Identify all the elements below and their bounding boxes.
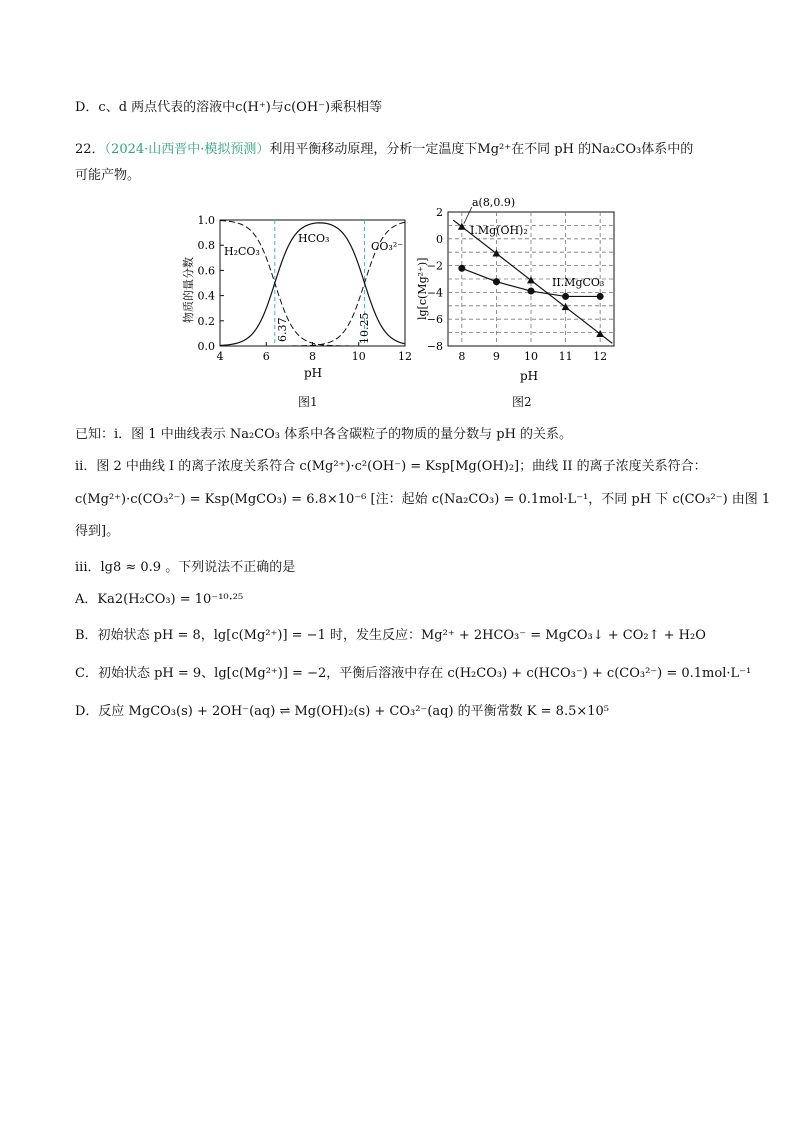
fig2-label-curve2: II.MgCO₃ bbox=[552, 276, 605, 289]
fig1-label-pka2: 10.25 bbox=[358, 312, 371, 344]
fig1-xtick-label: 6 bbox=[262, 350, 270, 363]
fig1-xlabel: pH bbox=[304, 366, 323, 380]
fig2-xtick-label: 8 bbox=[458, 350, 466, 363]
fig1-ylabel: 物质的量分数 bbox=[182, 257, 195, 323]
fig2-curve2-point bbox=[528, 288, 535, 295]
fig2-ytick-label: −4 bbox=[426, 286, 443, 300]
fig2-curve1-point bbox=[596, 330, 604, 337]
known-line-2: ii．图 2 中曲线 I 的离子浓度关系符合 c(Mg²⁺)·c²(OH⁻) = Ksp[Mg(OH)₂]；曲线 II 的离子浓度关系符合： bbox=[75, 459, 707, 474]
fig2-xtick-label: 11 bbox=[558, 350, 573, 363]
fig1-ytick-label: 0.6 bbox=[197, 264, 215, 278]
fig2-xtick-label: 10 bbox=[524, 350, 538, 363]
fig2-ytick-label: 2 bbox=[436, 206, 443, 219]
fig2-point-a-leader bbox=[464, 207, 472, 224]
fig2-curve1-point bbox=[458, 223, 466, 230]
option-c[interactable]: C．初始状态 pH = 9、lg[c(Mg²⁺)] = −2，平衡后溶液中存在 c(H₂CO₃) + c(HCO₃⁻) + c(CO₃²⁻) = 0.1mol·L⁻¹ bbox=[75, 666, 752, 681]
known-line-5: iii．lg8 ≈ 0.9 。下列说法不正确的是 bbox=[75, 560, 296, 575]
fig1-xtick-label: 10 bbox=[351, 350, 366, 363]
figure1-caption: 图1 bbox=[298, 395, 318, 409]
fig1-ytick-label: 1.0 bbox=[197, 214, 215, 227]
fig2-ytick-label: −6 bbox=[426, 313, 443, 327]
fig2-xtick-label: 9 bbox=[492, 350, 500, 363]
fig2-curve1-point bbox=[527, 276, 535, 283]
fig1-xtick-label: 8 bbox=[309, 350, 316, 363]
fig1-label-h2co3: H₂CO₃ bbox=[224, 245, 260, 258]
fig1-xtick-label: 4 bbox=[216, 350, 224, 363]
fig1-ytick-label: 0.0 bbox=[197, 340, 215, 353]
fig2-xlabel: pH bbox=[520, 369, 539, 383]
question-22-line1: 22．（2024·山西晋中·模拟预测）利用平衡移动原理，分析一定温度下Mg²⁺在不同 pH 的Na₂CO₃体系中的 bbox=[75, 142, 694, 157]
previous-option-d: D．c、d 两点代表的溶液中c(H⁺)与c(OH⁻)乘积相等 bbox=[75, 100, 383, 115]
known-line-4: 得到]。 bbox=[75, 524, 120, 539]
fig2-xtick-label: 12 bbox=[593, 350, 608, 363]
known-line-3: c(Mg²⁺)·c(CO₃²⁻) = Ksp(MgCO₃) = 6.8×10⁻⁶ [注：起始 c(Na₂CO₃) = 0.1mol·L⁻¹，不同 pH 下 c(CO₃²⁻) 由图 1 bbox=[75, 492, 771, 507]
fig2-curve2-point bbox=[597, 293, 604, 300]
fig2-curve2-point bbox=[562, 293, 569, 300]
option-d[interactable]: D．反应 MgCO₃(s) + 2OH⁻(aq) ⇌ Mg(OH)₂(s) + CO₃²⁻(aq) 的平衡常数 K = 8.5×10⁵ bbox=[75, 704, 609, 719]
figure2-caption: 图2 bbox=[512, 395, 532, 409]
fig2-label-curve1: I.Mg(OH)₂ bbox=[470, 224, 528, 237]
fig2-ytick-label: −2 bbox=[426, 259, 443, 273]
fig1-label-hco3: HCO₃ bbox=[298, 232, 330, 245]
fig2-ytick-label: −8 bbox=[426, 340, 443, 353]
fig1-xtick-label: 12 bbox=[398, 350, 412, 363]
fig1-ytick-label: 0.8 bbox=[197, 239, 215, 253]
fig2-curve2-point bbox=[493, 278, 500, 285]
question-22-line2: 可能产物。 bbox=[75, 168, 141, 183]
fig2-ylabel: lg[c(Mg²⁺)] bbox=[416, 257, 429, 320]
fig1-ytick-label: 0.4 bbox=[197, 289, 215, 303]
figure2-chart bbox=[410, 190, 625, 390]
fig2-curve2-point bbox=[458, 265, 465, 272]
option-a[interactable]: A．Ka2(H₂CO₃) = 10⁻¹⁰·²⁵ bbox=[75, 592, 244, 607]
fig1-ytick-label: 0.2 bbox=[197, 314, 215, 328]
fig1-label-co3: CO₃²⁻ bbox=[371, 240, 404, 253]
question-source[interactable]: （2024·山西晋中·模拟预测） bbox=[104, 142, 270, 157]
fig1-label-pka1: 6.37 bbox=[276, 317, 289, 342]
fig2-curve1-point bbox=[562, 303, 570, 310]
option-b[interactable]: B．初始状态 pH = 8，lg[c(Mg²⁺)] = −1 时，发生反应：Mg²⁺ + 2HCO₃⁻ = MgCO₃↓ + CO₂↑ + H₂O bbox=[75, 628, 706, 643]
figure1-chart bbox=[170, 205, 420, 390]
fig2-label-point-a: a(8,0.9) bbox=[472, 196, 516, 209]
question-number: 22． bbox=[75, 142, 105, 157]
known-line-1: 已知：i．图 1 中曲线表示 Na₂CO₃ 体系中各含碳粒子的物质的量分数与 pH 的关系。 bbox=[75, 427, 573, 442]
fig2-ytick-label: 0 bbox=[436, 232, 443, 246]
fig2-curve1-point bbox=[492, 250, 500, 257]
